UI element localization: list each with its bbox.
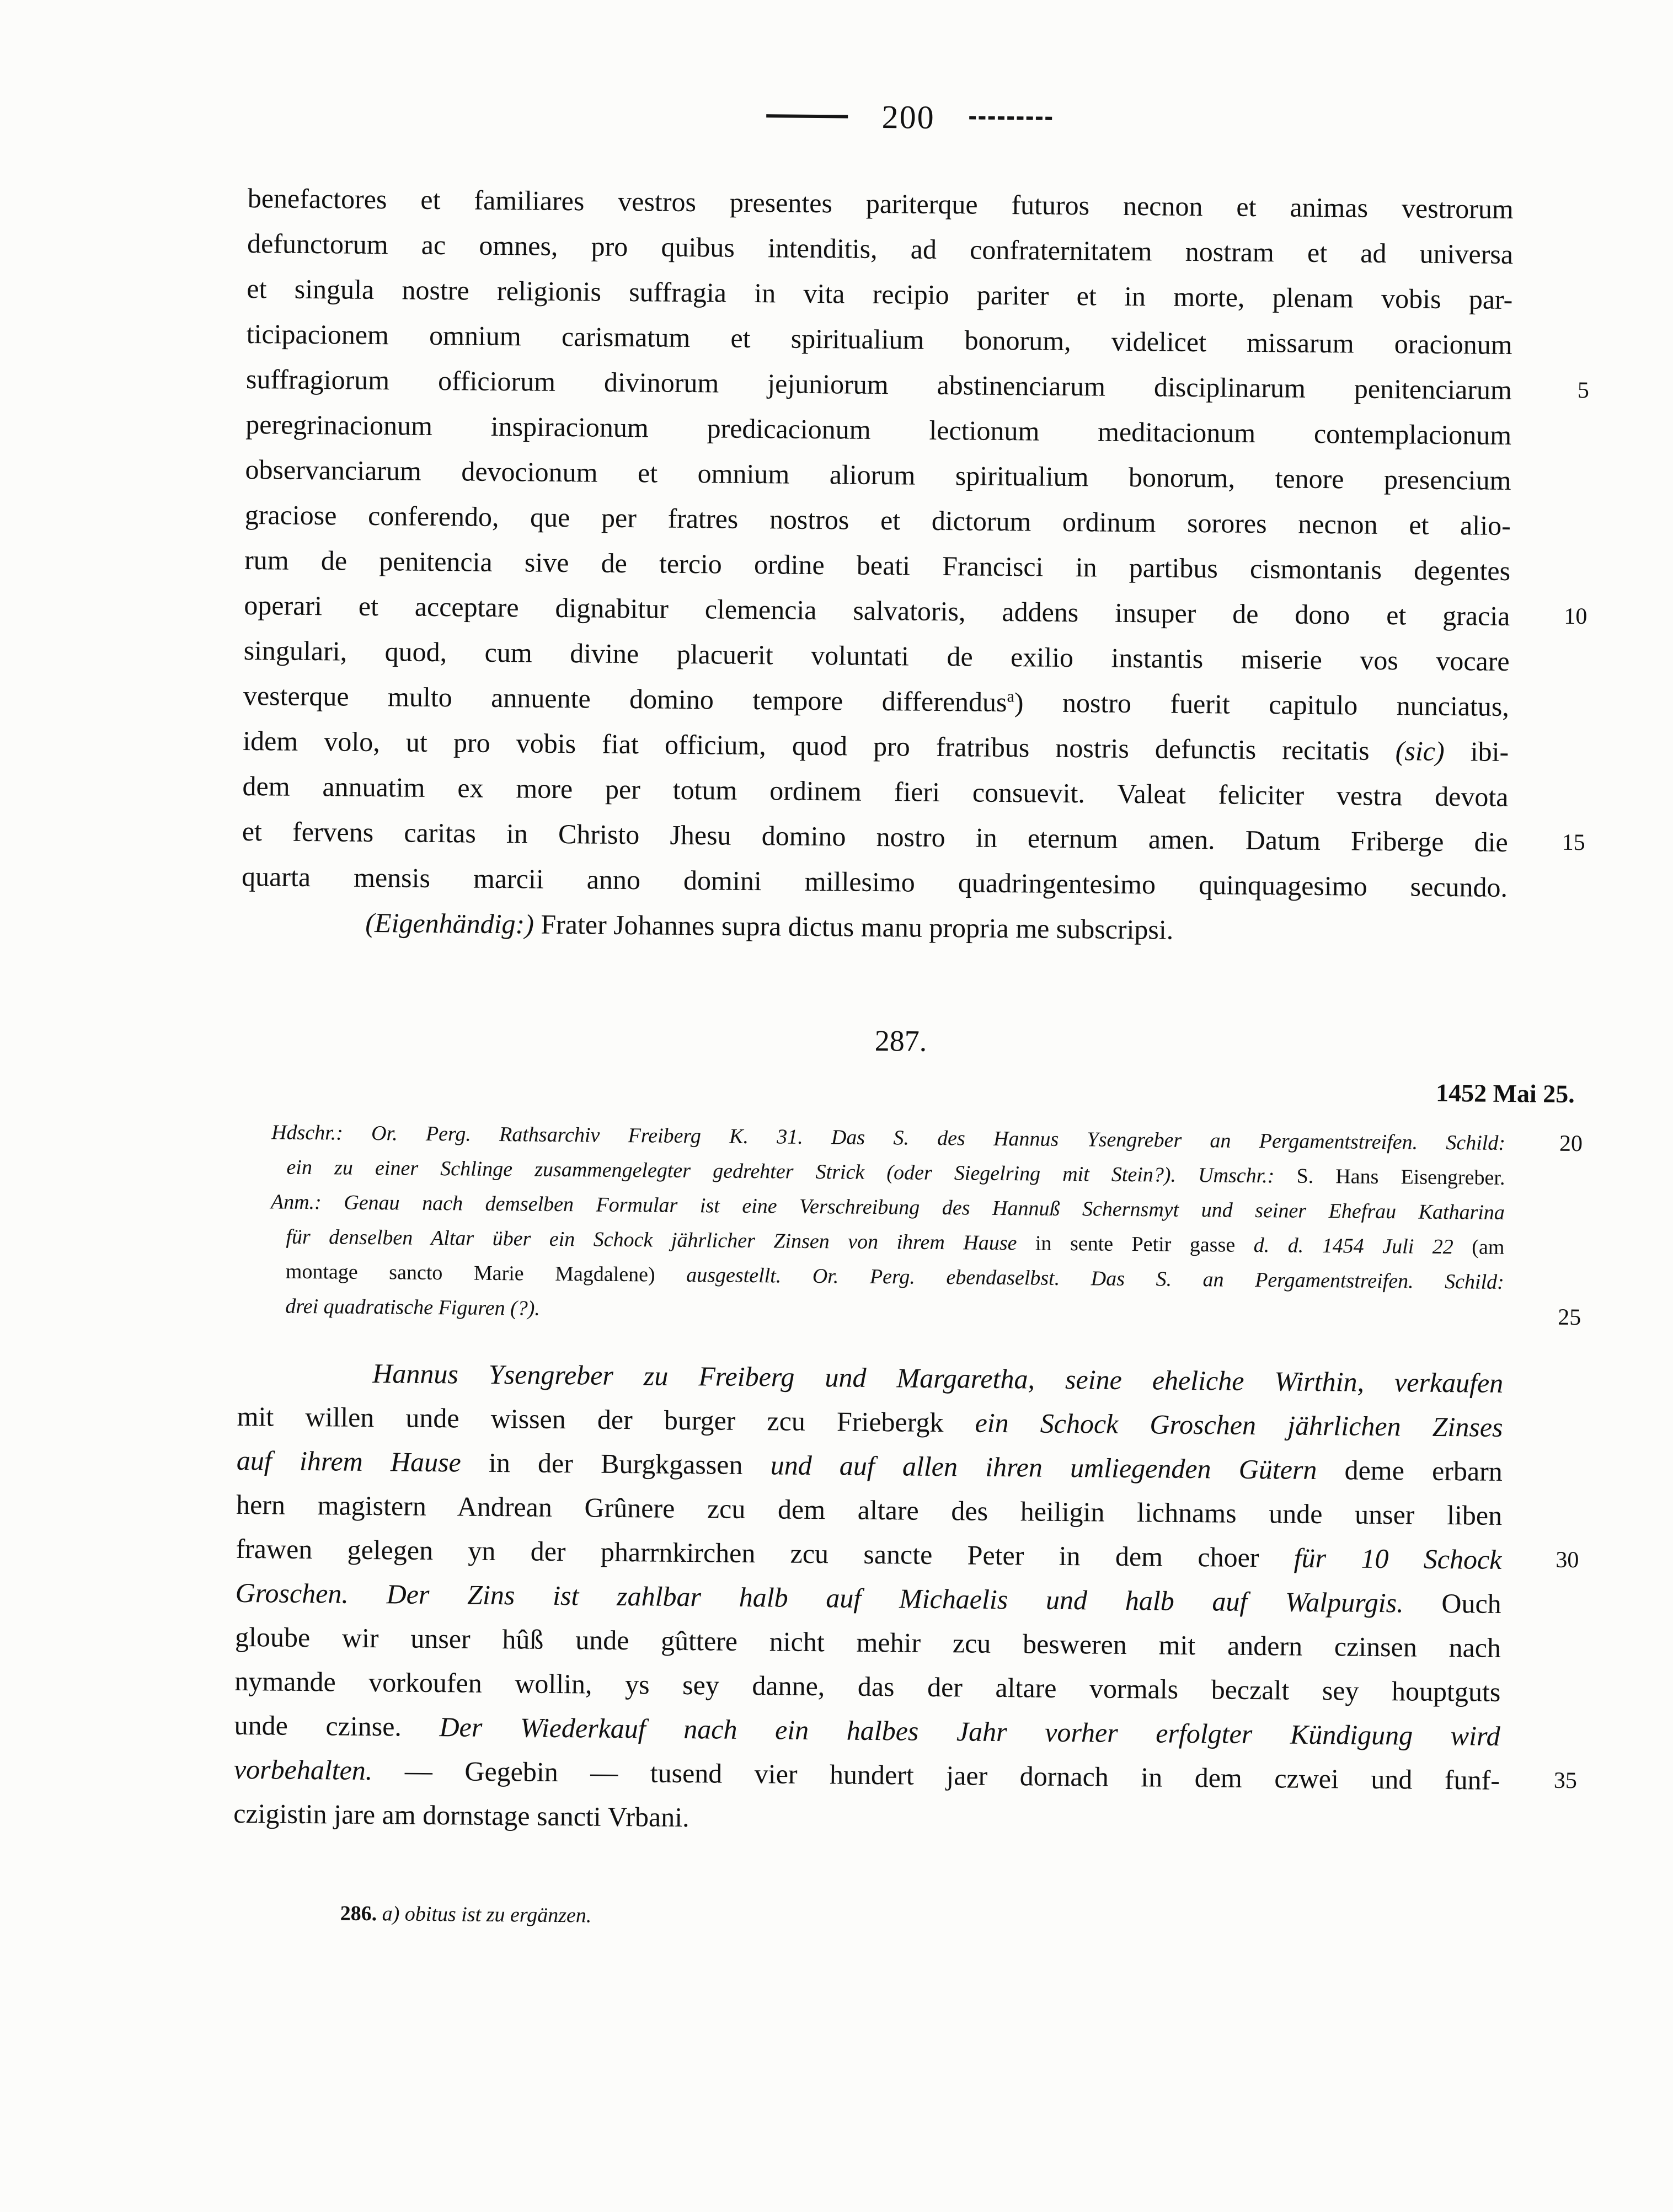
- text-segment: ausgestellt. Or. Perg. ebendaselbst. Das S. an Pergamentstreifen. Schild:: [686, 1263, 1504, 1294]
- text-segment: Anm.: Genau nach demselben Formular ist eine Verschreibung des Hannuß Schernsmyt und seiner Ehefrau Katharina: [270, 1190, 1505, 1224]
- text-segment: drei quadratische Figuren (?).: [285, 1294, 541, 1320]
- text-segment: benefactores et familiares vestros presentes pariterque futuros necnon et animas vestrorum: [247, 182, 1514, 225]
- text-segment: Hdschr.: Or. Perg. Rathsarchiv Freiberg K. 31. Das S. des Hannus Ysengreber an Pergamentstreifen. Schild:: [271, 1121, 1506, 1155]
- text-segment: unde czinse.: [234, 1709, 440, 1743]
- text-segment: idem volo, ut pro vobis fiat officium, quod pro fratribus nostris defunctis recitatis: [243, 725, 1396, 767]
- text-segment: et fervens caritas in Christo Jhesu domino nostro in eternum amen. Datum Friberge die: [242, 815, 1509, 858]
- text-segment: a: [1007, 687, 1015, 706]
- text-segment: montage sancto Marie Magdalene): [285, 1260, 687, 1287]
- text-segment: ein zu einer Schlinge zusammengelegter gedrehter Strick (oder Siegelring mit Stein?). Umschr.:: [286, 1155, 1297, 1188]
- text-segment: graciose conferendo, que per fratres nostros et dictorum ordinum sorores necnon et alio-: [244, 499, 1511, 541]
- text-segment: Frater Johannes supra dictus manu propria me subscripsi.: [533, 908, 1174, 945]
- text-segment: vesterque multo annuente domino tempore differendus: [243, 679, 1007, 718]
- margin-line-number: 20: [1559, 1131, 1583, 1157]
- margin-line-number: 25: [1558, 1304, 1581, 1331]
- text-segment: in der Burgkgassen: [488, 1447, 771, 1481]
- entry-287-date: 1452 Mai 25.: [1435, 1078, 1575, 1108]
- text-segment: operari et acceptare dignabitur clemencia salvatoris, addens insuper de dono et gracia: [244, 589, 1510, 631]
- text-segment: Hannus Ysengreber zu Freiberg und Margaretha, seine eheliche Wirthin, verkaufen: [372, 1358, 1504, 1399]
- text-segment: ibi-: [1444, 735, 1509, 767]
- text-segment: suffragiorum officiorum divinorum jejuniorum abstinenciarum disciplinarum penitenciarum: [245, 363, 1512, 406]
- text-segment: rum de penitencia sive de tercio ordine beati Francisci in partibus cismontanis degentes: [244, 544, 1511, 586]
- text-segment: auf ihrem Hause: [236, 1444, 489, 1478]
- page-number: 200: [881, 99, 935, 136]
- text-segment: d. d. 1454 Juli 22: [1253, 1233, 1472, 1259]
- text-segment: a) obitus ist zu ergänzen.: [382, 1902, 592, 1927]
- text-segment: (sic): [1395, 735, 1445, 767]
- text-segment: Groschen. Der Zins ist zahlbar halb auf Michaelis und halb auf Walpurgis.: [235, 1577, 1442, 1619]
- text-segment: defunctorum ac omnes, pro quibus intenditis, ad confraternitatem nostram et ad universa: [247, 227, 1514, 270]
- text-segment: S. Hans Eisengreber.: [1296, 1164, 1505, 1190]
- text-segment: czigistin jare am dornstage sancti Vrbani.: [233, 1797, 689, 1833]
- text-segment: peregrinacionum inspiracionum predicacionum lectionum meditacionum contemplacionum: [245, 408, 1512, 451]
- text-segment: für 10 Schock: [1293, 1542, 1502, 1575]
- text-segment: deme erbarn: [1344, 1454, 1503, 1487]
- text-segment: Der Wiederkauf nach ein halbes Jahr vorher erfolgter Kündigung wird: [439, 1711, 1500, 1752]
- text-segment: et singula nostre religionis suffragia in vita recipio pariter et in morte, plenam vobis par-: [247, 272, 1513, 315]
- margin-line-number: 15: [1562, 829, 1585, 856]
- text-segment: mit willen unde wissen der burger zcu Friebergk: [237, 1400, 975, 1438]
- text-segment: in sente Petir gasse: [1035, 1231, 1254, 1257]
- text-segment: vorbehalten.: [233, 1753, 405, 1786]
- page-content: [230, 0, 1590, 2212]
- text-segment: (Eigenhändig:): [365, 907, 534, 940]
- footnote-286a: [233, 1900, 1499, 1936]
- text-segment: frawen gelegen yn der pharrnkirchen zcu sancte Peter in dem choer: [236, 1533, 1295, 1573]
- entry-286-continuation-text: [241, 175, 1590, 955]
- entry-287-body-text: [233, 1350, 1579, 1846]
- margin-line-number: 10: [1564, 603, 1588, 630]
- page-header: [276, 95, 1542, 139]
- text-segment: ) nostro fuerit capitulo nunciatus,: [1014, 687, 1510, 722]
- text-segment: nymande vorkoufen wollin, ys sey danne, das der altare vormals beczalt sey houptguts: [234, 1665, 1501, 1707]
- margin-line-number: 5: [1577, 378, 1590, 404]
- header-rule-left: [766, 114, 848, 118]
- text-segment: ein Schock Groschen jährlichen Zinses: [975, 1407, 1503, 1443]
- text-segment: observanciarum devocionum et omnium aliorum spiritualium bonorum, tenore presencium: [245, 453, 1511, 496]
- entry-287-provenance-notes: [238, 1115, 1583, 1335]
- text-segment: hern magistern Andrean Grûnere zcu dem altare des heiligin lichnams unde unser liben: [236, 1488, 1503, 1531]
- margin-line-number: 35: [1553, 1768, 1578, 1794]
- text-segment: — Gegebin — tusend vier hundert jaer dornach in dem czwei und funf-: [404, 1755, 1500, 1796]
- text-segment: für denselben Altar über ein Schock jährlicher Zinsen von ihrem Hause: [286, 1225, 1036, 1255]
- text-segment: Ouch: [1441, 1587, 1501, 1619]
- entry-287-heading: 287.: [874, 1024, 927, 1058]
- margin-line-number: 30: [1556, 1547, 1579, 1573]
- text-segment: gloube wir unser hûß unde gûttere nicht mehir zcu besweren mit andern czinsen nach: [234, 1621, 1501, 1663]
- text-segment: und auf allen ihren umliegenden Gütern: [770, 1449, 1345, 1486]
- text-segment: singulari, quod, cum divine placuerit voluntati de exilio instantis miserie vos vocare: [243, 634, 1510, 677]
- text-segment: quarta mensis marcii anno domini millesimo quadringentesimo quinquagesimo secundo.: [241, 860, 1508, 903]
- text-segment: (am: [1472, 1235, 1505, 1259]
- text-segment: ticipacionem omnium carismatum et spiritualium bonorum, videlicet missarum oracionum: [246, 318, 1512, 361]
- text-segment: dem annuatim ex more per totum ordinem fieri consuevit. Valeat feliciter vestra devota: [242, 770, 1509, 812]
- header-rule-right: [969, 116, 1052, 120]
- text-segment: 286.: [340, 1902, 382, 1926]
